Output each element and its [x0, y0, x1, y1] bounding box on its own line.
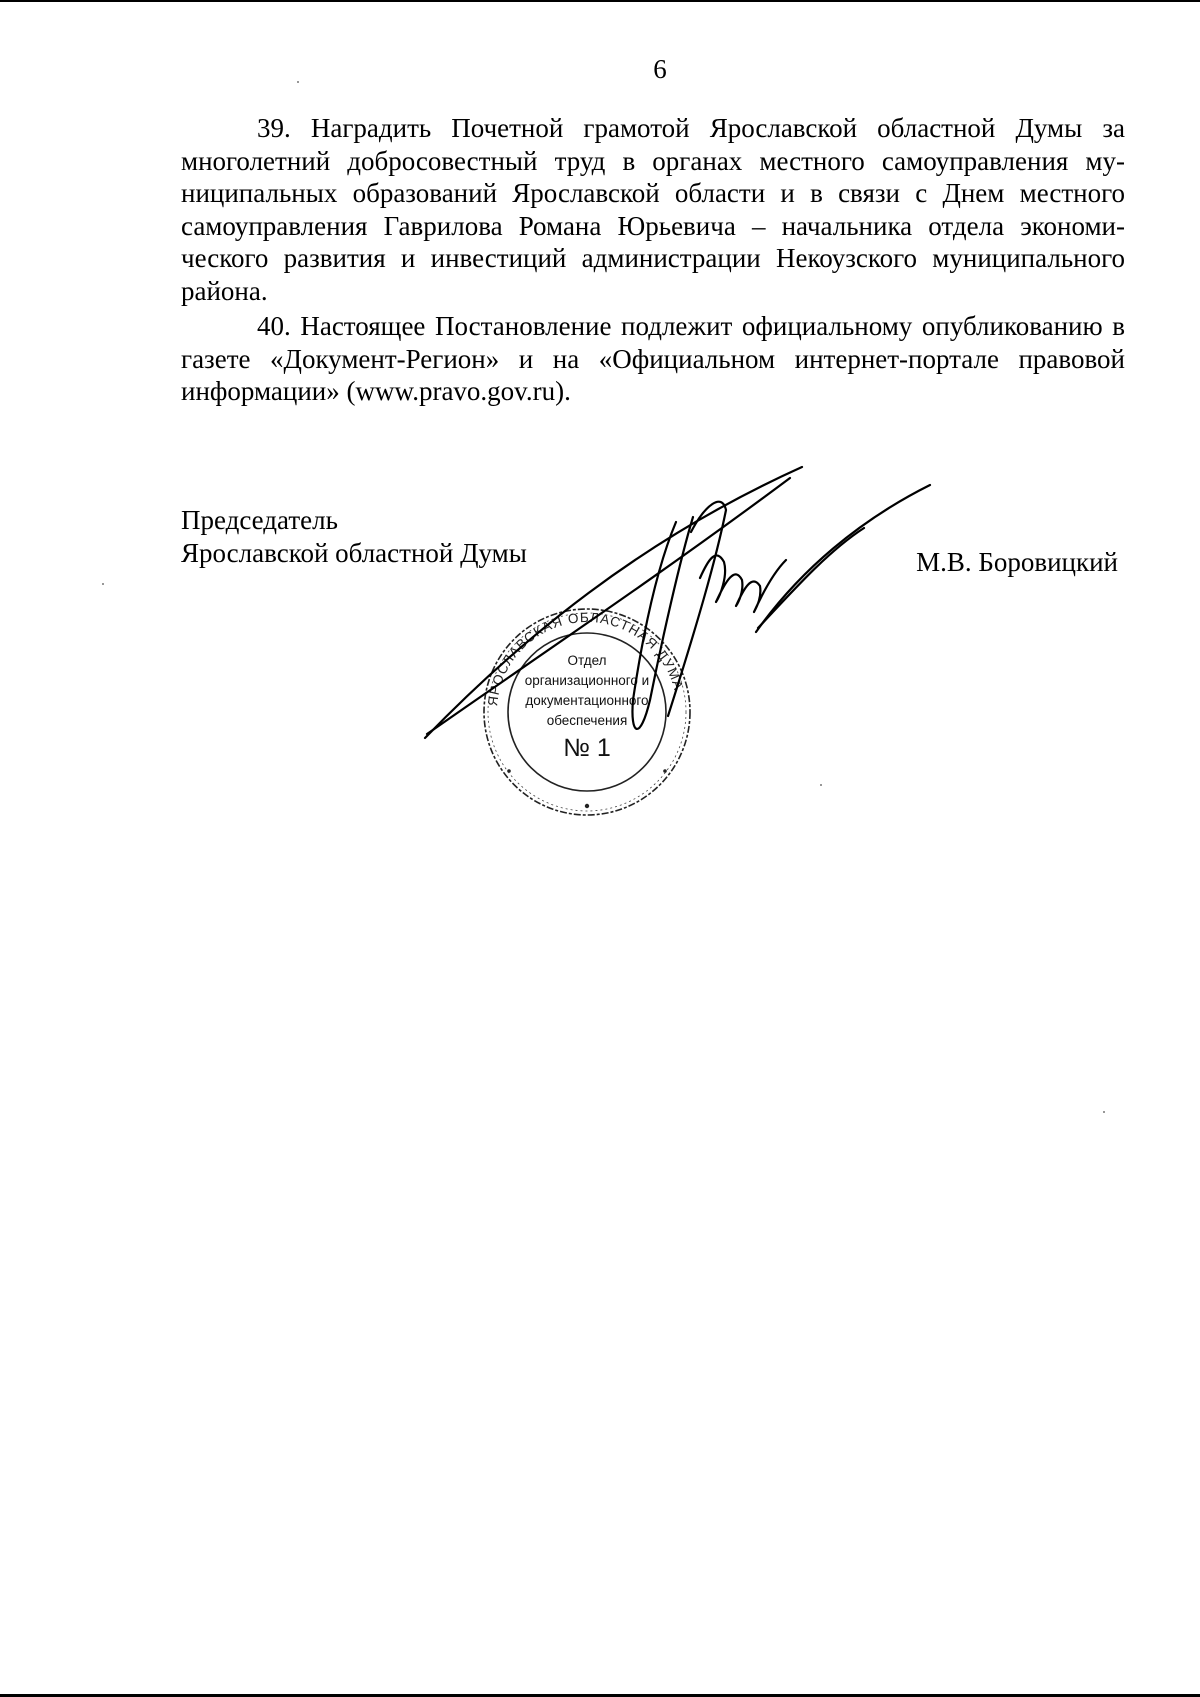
official-stamp — [478, 603, 696, 821]
document-body — [181, 112, 1125, 408]
signatory-title: Председатель — [181, 505, 338, 535]
stamp-line: обеспечения — [546, 713, 628, 728]
signatory-organization: Ярославской областной Думы — [181, 538, 527, 568]
stamp-line: документационного — [525, 693, 649, 708]
stamp-star-left — [507, 769, 511, 773]
stamp-line: Отдел — [567, 653, 607, 668]
stamp-arc-text: ЯРОСЛАВСКАЯ ОБЛАСТНАЯ ДУМА — [485, 609, 687, 707]
stamp-star-right — [663, 769, 667, 773]
scan-speck — [820, 784, 822, 786]
stamp-center-text — [478, 651, 696, 763]
stamp-number: № 1 — [563, 734, 611, 762]
signatory-name: М.В. Боровицкий — [916, 547, 1118, 577]
scan-speck — [102, 583, 104, 585]
stamp-star-bottom — [585, 804, 589, 808]
scan-speck — [297, 81, 299, 83]
signatory-position — [181, 504, 527, 570]
stamp-line: организационного и — [524, 673, 650, 688]
page-number: 6 — [653, 54, 667, 84]
paragraph-39: 39. Наградить Почетной грамотой Ярославской областной Думы за многолетний добросовестный труд в органах местного самоуправления муниципальных образований Ярославской области и в связи с Днем местного самоуправления Гаврилова Романа Юрьевича – начальника отдела экономического развития и инвестиций администрации Некоузского муниципального района. — [181, 113, 1125, 306]
scan-speck — [1103, 1111, 1105, 1113]
paragraph-40: 40. Настоящее Постановление подлежит официальному опубликованию в газете «Документ-Регион» и на «Официальном интернет-портале правовой информации» (www.pravo.gov.ru). — [181, 311, 1125, 406]
scan-edge-top — [0, 0, 1200, 2]
